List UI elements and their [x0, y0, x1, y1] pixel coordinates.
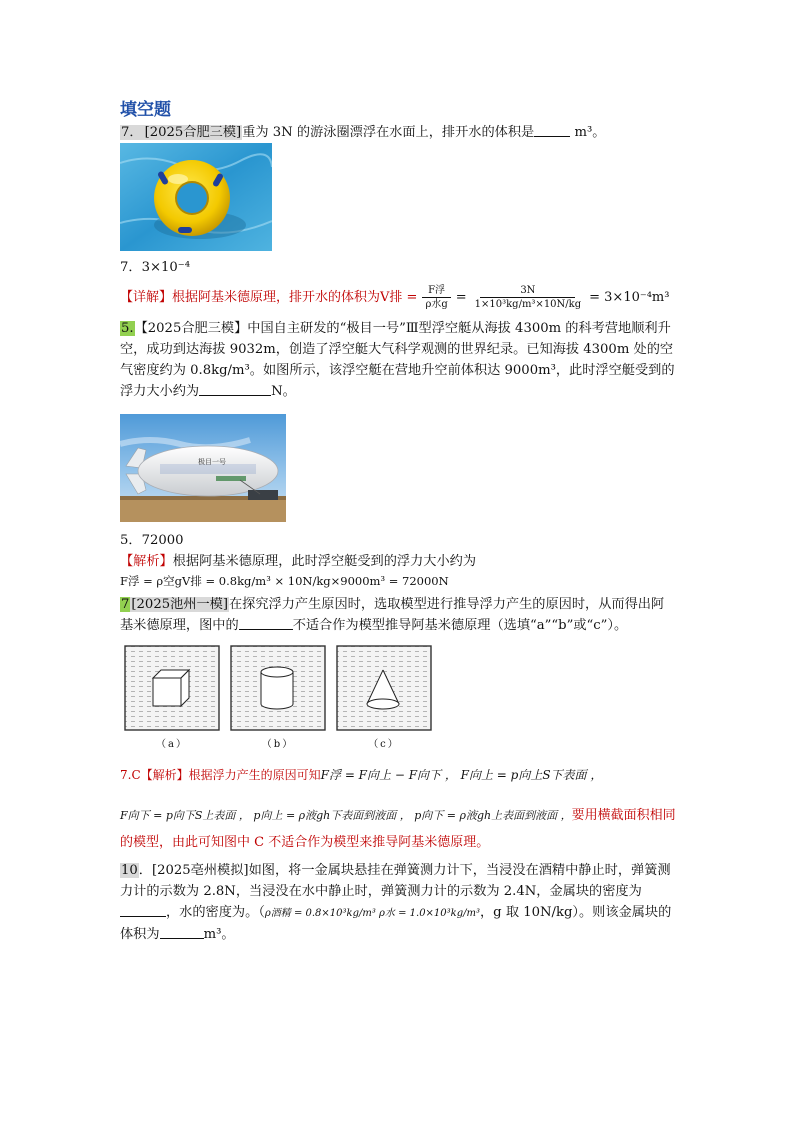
tank-b-cylinder [229, 644, 327, 732]
question-3-text-after: 不适合作为模型推导阿基米德原理（选填“a”“b”或“c”）。 [292, 618, 628, 633]
question-1-source: [2025合肥三模] [144, 125, 242, 140]
formula-f-denominator: ρ水g [425, 299, 448, 310]
question-4-unit: m³。 [203, 927, 235, 942]
formula-numerator: 3N [480, 284, 575, 298]
tank-c-label: （c） [368, 739, 400, 750]
question-2-explanation [120, 551, 676, 572]
question-3-formula-2 [120, 802, 676, 856]
question-1-explanation [120, 282, 676, 314]
question-2 [120, 318, 676, 402]
question-3-number: 7 [121, 597, 130, 612]
question-1 [120, 122, 676, 143]
question-2-formula: F浮 = ρ空gV排 = 0.8kg/m³ × 10N/kg×9000m³ = 72000N [120, 574, 449, 588]
swim-ring-image [120, 143, 272, 251]
formula-result: = 3×10⁻⁴m³ [589, 290, 670, 305]
question-4-text-2: ，水的密度为。（ [166, 905, 265, 920]
question-2-explain-text: 根据阿基米德原理，此时浮空艇受到的浮力大小约为 [172, 554, 477, 569]
question-2-source: 【2025合肥三模】 [134, 321, 248, 336]
worksheet-page [120, 95, 676, 945]
airship-label: 极目一号 [198, 458, 226, 466]
question-1-text: 重为 3N 的游泳圈漂浮在水面上，排开水的体积是 [242, 125, 535, 140]
question-4-density-note: ρ酒精 = 0.8×10³kg/m³ ρ水 = 1.0×10³kg/m³ [264, 908, 480, 919]
tank-figures [123, 644, 676, 750]
question-4-text-1: 如图，将一金属块悬挂在弹簧测力计下，当浸没在酒精中静止时，弹簧测力计的示数为 2.8N，当浸没在水中静止时，弹簧测力计的示数为 2.4N，金属块的密度为 [120, 863, 671, 899]
question-1-blank[interactable] [534, 123, 570, 137]
formula-f-numerator: F浮 [422, 284, 451, 298]
question-2-answer: 5．72000 [120, 533, 184, 548]
tank-a-label: （a） [156, 739, 188, 750]
formula-equals: = [455, 290, 467, 305]
question-1-answer: 7．3×10⁻⁴ [120, 260, 191, 275]
question-2-number: 5. [121, 321, 134, 336]
tank-b [229, 644, 327, 750]
question-3-source: [2025池州一模] [131, 597, 228, 612]
tank-b-label: （b） [261, 739, 295, 750]
question-3 [120, 594, 676, 636]
tank-c-cone [335, 644, 433, 732]
question-3-explain-tail: 要用横截面积相同的模型，由此可知图中 C 不适合作为模型来推导阿基米德原理。 [120, 808, 676, 850]
formula-lhs: V排 = [380, 290, 418, 305]
question-3-explain-tag: 【解析】 [140, 768, 189, 782]
formula-denominator: 1×10³kg/m³×10N/kg [474, 299, 582, 310]
question-3-explain-text: 根据浮力产生的原因可知 [188, 768, 321, 782]
tank-a [123, 644, 221, 750]
question-4-blank-density[interactable] [120, 903, 166, 917]
tank-c [335, 644, 433, 750]
question-1-explain-text: 根据阿基米德原理，排开水的体积为 [172, 290, 381, 305]
question-4-blank-volume[interactable] [160, 925, 204, 939]
question-4-source: ．[2025亳州模拟] [138, 863, 249, 878]
question-4-number: 10 [121, 863, 138, 878]
question-3-explanation [120, 762, 676, 788]
question-1-number: 7． [121, 125, 143, 140]
section-title: 填空题 [120, 100, 171, 120]
question-1-explain-tag: 【详解】 [120, 290, 173, 305]
tank-a-cube [123, 644, 221, 732]
question-3-answer-prefix: 7.C [120, 768, 141, 782]
question-2-explain-tag: 【解析】 [120, 554, 173, 569]
question-3-text-before: 在探究浮力产生原因时，选取模型进行推导浮力产生的原因时，从而得出阿基米德原理，图中的 [120, 597, 665, 633]
airship-image [120, 414, 286, 522]
question-2-text: 中国自主研发的“极目一号”Ⅲ型浮空艇从海拔 4300m 的科考营地顺利升空，成功到达海拔 9032m，创造了浮空艇大气科学观测的世界纪录。已知海拔 4300m 处的空气密度约为 0.8kg/m³。如图所示，该浮空艇在营地升空前体积达 9000m³，此时浮空艇受到的浮力大小约为 [120, 321, 675, 399]
question-1-unit: m³。 [574, 125, 606, 140]
question-4-text-3: ，g 取 10N/kg）。则该金属块的体积为 [120, 905, 672, 942]
question-2-blank[interactable] [199, 382, 271, 396]
question-4 [120, 860, 676, 945]
question-3-formula-1: F浮 = F向上 − F向下 ， F向上 = p向上S下表面 ， [320, 768, 603, 782]
question-3-blank[interactable] [239, 616, 293, 630]
question-2-unit: N。 [271, 384, 296, 399]
question-3-formula-2-text: F向下 = p向下S上表面 ， p向上 = ρ液gh下表面到液面 ， p向下 = ρ液gh上表面到液面 ， [120, 809, 572, 822]
